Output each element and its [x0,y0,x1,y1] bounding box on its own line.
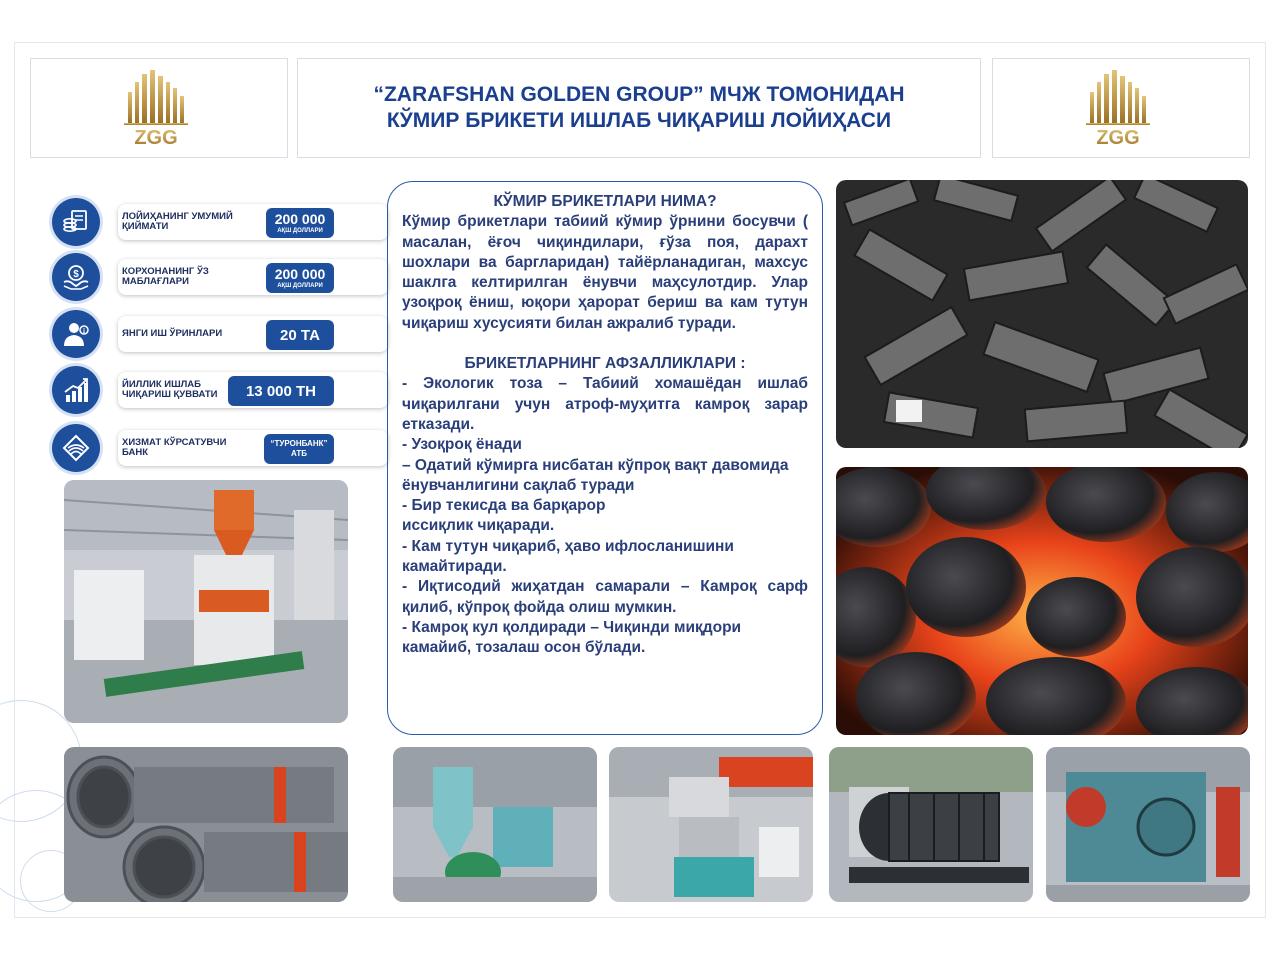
growth-chart-icon [52,366,100,414]
benefit-item: – Одатий кўмирга нисбатан кўпроқ вақт давомида ёнувчанлигини сақлаб туради [402,456,789,494]
zgg-logo-icon [114,68,204,148]
packing-machine-photo [64,480,348,723]
benefit-item: - Камроқ кул қолдиради – Чиқинди миқдори камайиб, тозалаш осон бўлади. [402,618,742,657]
stat-value: 200 000 [274,265,326,282]
stat-unit: АҚШ ДОЛЛАРИ [277,227,323,234]
stat-servicing-bank [52,424,342,472]
stat-label: ЯНГИ ИШ ЎРИНЛАРИ [122,328,223,339]
wood-chipper-photo [1046,747,1250,902]
briquettes-photo [836,180,1248,448]
stat-new-jobs [52,310,342,358]
svg-text:ZGG: ZGG [134,127,178,148]
money-hands-icon [52,253,100,301]
stat-unit: АҚШ ДОЛЛАРИ [277,282,323,289]
stat-value: “ТУРОНБАНК” [270,439,328,448]
title-line-1: “ZARAFSHAN GOLDEN GROUP” МЧЖ ТОМОНИДАН [373,83,905,106]
zgg-logo-icon [1076,68,1166,148]
title-line-2: КЎМИР БРИКЕТИ ИШЛАБ ЧИҚАРИШ ЛОЙИҲАСИ [386,109,892,132]
stat-value: 20 ТА [280,326,320,344]
benefit-item: - Бир текисда ва барқарор иссиқлик чиқаради. [402,497,606,535]
stat-own-funds [52,253,342,301]
pellet-mill-photo [609,747,813,902]
title-box [297,58,981,158]
logo-left [30,58,288,158]
stat-value: 200 000 [274,210,326,227]
stat-value-box [266,208,334,238]
info-paragraph: Кўмир брикетлари табиий кўмир ўрнини босувчи ( масалан, ёғоч чиқиндилари, ғўза поя, дарахт шохлари ва баргларидан) тайёрланадиган, махсус шаклга келтирилган ёнувчи маҳсулотдир. Улар узоқроқ ёниш, юқори ҳарорат бериш ва кам тутун чиқариш хусусияти билан ажралиб туради. [402,213,808,332]
logo-right [992,58,1250,158]
svg-text:ZGG: ZGG [1096,127,1140,148]
stat-label: ЛОЙИҲАНИНГ УМУМИЙ ҚИЙМАТИ [122,211,233,232]
bank-logo-icon [52,424,100,472]
benefit-item: - Экологик тоза – Табиий хомашёдан ишлаб чиқарилгани учун атроф-муҳитга камроқ зарар етказади. [402,375,808,433]
worker-icon [52,310,100,358]
benefit-item: - Кам тутун чиқариб, ҳаво ифлосланишини камайтиради. [402,537,734,576]
stat-unit: АТБ [290,449,307,458]
stat-total-cost [52,198,342,246]
rotary-dryer-photo [64,747,348,902]
stat-annual-capacity [52,366,342,414]
drum-screen-photo [829,747,1033,902]
svg-text:i: i [83,327,85,335]
stat-value: 13 000 ТН [245,382,317,400]
stat-label: ХИЗМАТ КЎРСАТУВЧИ БАНК [122,437,227,458]
document-coins-icon [52,198,100,246]
svg-text:$: $ [73,269,79,280]
stat-label: ЙИЛЛИК ИШЛАБ ЧИҚАРИШ ҚУВВАТИ [122,379,218,400]
cyclone-dust-collector-photo [393,747,597,902]
info-heading-benefits: БРИКЕТЛАРНИНГ АФЗАЛЛИКЛАРИ : [464,355,746,373]
stat-value-box [266,320,334,350]
burning-briquettes-photo [836,467,1248,735]
benefit-item: - Узоқроқ ёнади [402,436,522,454]
benefit-item: - Иқтисодий жиҳатдан самарали – Камроқ сарф қилиб, кўпроқ фойда олиш мумкин. [402,578,808,616]
stat-label: КОРХОНАНИНГ ЎЗ МАБЛАҒЛАРИ [122,266,209,287]
stat-value-box [228,376,334,406]
info-text-box [387,181,823,735]
stat-value-box [264,434,334,464]
info-heading-what: КЎМИР БРИКЕТЛАРИ НИМА? [493,193,717,210]
stat-value-box [266,263,334,293]
